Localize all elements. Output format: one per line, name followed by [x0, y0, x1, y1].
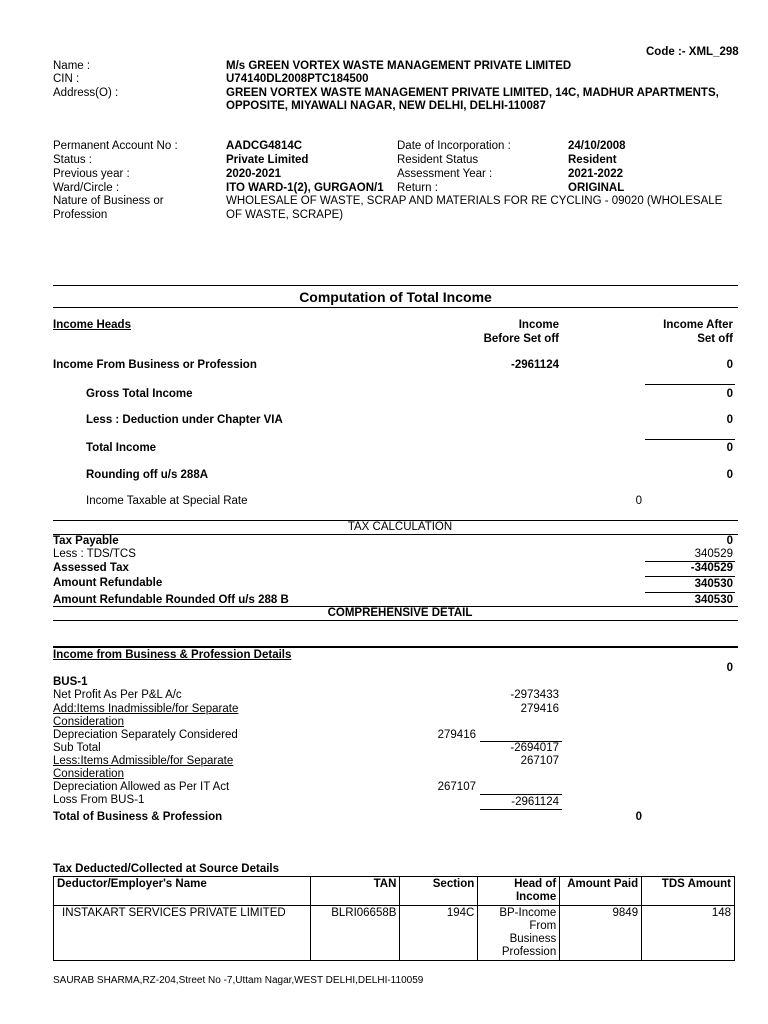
subtotal-label: Sub Total [53, 742, 101, 754]
header-tds-amount: TDS Amount [642, 877, 735, 906]
divider [53, 646, 738, 648]
divider [53, 620, 738, 621]
address-line-2: OPPOSITE, MIYAWALI NAGAR, NEW DELHI, DELHI-110087 [226, 100, 546, 112]
bus-1-label: BUS-1 [53, 676, 88, 688]
business-details-title: Income from Business & Profession Details [53, 649, 292, 661]
amount-refundable-label: Amount Refundable [53, 577, 163, 589]
col-after-setoff-line-2: Set off [697, 333, 733, 345]
resident-label: Resident Status [397, 154, 479, 166]
refund-rounded-label: Amount Refundable Rounded Off u/s 288 B [53, 594, 289, 606]
assessed-tax-label: Assessed Tax [53, 562, 129, 574]
divider [480, 794, 562, 795]
divider [645, 439, 735, 440]
gti-value: 0 [726, 388, 733, 400]
divider [645, 384, 735, 385]
nature-value-1: WHOLESALE OF WASTE, SCRAP AND MATERIALS FOR RE CYCLING - 09020 (WHOLESALE [226, 195, 723, 207]
business-income-label: Income From Business or Profession [53, 359, 257, 371]
ay-value: 2021-2022 [568, 168, 623, 180]
name-value: M/s GREEN VORTEX WASTE MANAGEMENT PRIVATE LIMITED [226, 60, 572, 72]
dep-it-act-value: 267107 [437, 781, 476, 793]
total-income-value: 0 [726, 442, 733, 454]
prev-year-label: Previous year : [53, 168, 130, 180]
cell-tds-amount: 148 [642, 906, 735, 961]
business-income-before: -2961124 [511, 359, 559, 371]
special-rate-value: 0 [635, 495, 642, 507]
add-items-label-2: Consideration [53, 716, 124, 728]
header-tan: TAN [310, 877, 400, 906]
computation-title: Computation of Total Income [299, 289, 492, 305]
nature-label-2: Profession [53, 209, 108, 221]
total-business-value: 0 [635, 811, 642, 823]
rounding-label: Rounding off u/s 288A [86, 469, 209, 481]
subtotal-value: -2694017 [510, 742, 559, 754]
less-items-value: 267107 [520, 755, 559, 767]
ward-label: Ward/Circle : [53, 182, 120, 194]
resident-value: Resident [568, 154, 617, 166]
document-code: Code :- XML_298 [646, 46, 739, 58]
cin-value: U74140DL2008PTC184500 [226, 73, 369, 85]
add-items-label-1: Add:Items Inadmissible/for Separate [53, 703, 239, 715]
footer-address: SAURAB SHARMA,RZ-204,Street No -7,Uttam Nagar,WEST DELHI,DELHI-110059 [53, 975, 424, 986]
return-label: Return : [397, 182, 438, 194]
pan-value: AADCG4814C [226, 140, 303, 152]
table-row [54, 906, 735, 961]
refund-rounded-value: 340530 [694, 594, 733, 606]
nature-value-2: OF WASTE, SCRAPE) [226, 209, 344, 221]
divider [645, 592, 735, 593]
business-details-total: 0 [726, 662, 733, 674]
status-label: Status : [53, 154, 92, 166]
cell-head-of-income: BP-Income From Business Profession [478, 906, 560, 961]
assessed-tax-value: -340529 [690, 562, 733, 574]
dep-separate-label: Depreciation Separately Considered [53, 729, 238, 741]
return-value: ORIGINAL [568, 182, 625, 194]
pan-label: Permanent Account No : [53, 140, 178, 152]
cell-tan: BLRI06658B [310, 906, 400, 961]
col-before-setoff-line-2: Before Set off [483, 333, 559, 345]
tds-header-row [54, 877, 735, 906]
deduction-label: Less : Deduction under Chapter VIA [86, 414, 283, 426]
rounding-value: 0 [726, 469, 733, 481]
net-profit-label: Net Profit As Per P&L A/c [53, 689, 182, 701]
address-label: Address(O) : [53, 87, 119, 99]
dep-it-act-label: Depreciation Allowed as Per IT Act [53, 781, 230, 793]
nature-label-1: Nature of Business or [53, 195, 164, 207]
tax-payable-value: 0 [726, 535, 733, 547]
amount-refundable-value: 340530 [694, 578, 733, 590]
divider [645, 576, 735, 577]
tds-details-title: Tax Deducted/Collected at Source Details [53, 863, 280, 875]
ay-label: Assessment Year : [397, 168, 493, 180]
divider [53, 285, 738, 286]
prev-year-value: 2020-2021 [226, 168, 281, 180]
tax-payable-label: Tax Payable [53, 535, 119, 547]
less-items-label-2: Consideration [53, 768, 124, 780]
loss-bus-1-value: -2961124 [511, 796, 559, 808]
total-business-label: Total of Business & Profession [53, 811, 223, 823]
ward-value: ITO WARD-1(2), GURGAON/1 [226, 182, 384, 194]
name-label: Name : [53, 60, 91, 72]
doi-value: 24/10/2008 [568, 140, 626, 152]
add-items-value: 279416 [520, 703, 559, 715]
deduction-value: 0 [726, 414, 733, 426]
less-items-label-1: Less:Items Admissible/for Separate [53, 755, 234, 767]
gti-label: Gross Total Income [86, 388, 193, 400]
cell-amount-paid: 9849 [560, 906, 642, 961]
tds-tcs-label: Less : TDS/TCS [53, 548, 136, 560]
header-amount-paid: Amount Paid [560, 877, 642, 906]
dep-separate-value: 279416 [437, 729, 476, 741]
total-income-label: Total Income [86, 442, 157, 454]
header-head-of-income: Head of Income [478, 877, 560, 906]
tds-table [53, 876, 735, 961]
loss-bus-1-label: Loss From BUS-1 [53, 794, 145, 806]
net-profit-value: -2973433 [510, 689, 559, 701]
header-deductor-name: Deductor/Employer's Name [54, 877, 311, 906]
header-section: Section [400, 877, 478, 906]
tax-calculation-title: TAX CALCULATION [347, 521, 453, 533]
cell-section: 194C [400, 906, 478, 961]
business-income-after: 0 [726, 359, 733, 371]
cin-label: CIN : [53, 73, 80, 85]
tds-tcs-value: 340529 [694, 548, 733, 560]
income-heads-label: Income Heads [53, 319, 131, 331]
doi-label: Date of Incorporation : [397, 140, 511, 152]
special-rate-label: Income Taxable at Special Rate [86, 495, 248, 507]
comprehensive-detail-title: COMPREHENSIVE DETAIL [327, 607, 473, 619]
divider [53, 307, 738, 308]
col-after-setoff-line-1: Income After [663, 319, 733, 331]
address-line-1: GREEN VORTEX WASTE MANAGEMENT PRIVATE LIMITED, 14C, MADHUR APARTMENTS, [226, 87, 719, 99]
col-before-setoff-line-1: Income [518, 319, 559, 331]
cell-deductor-name: INSTAKART SERVICES PRIVATE LIMITED [54, 906, 311, 961]
divider [480, 809, 562, 810]
status-value: Private Limited [226, 154, 309, 166]
